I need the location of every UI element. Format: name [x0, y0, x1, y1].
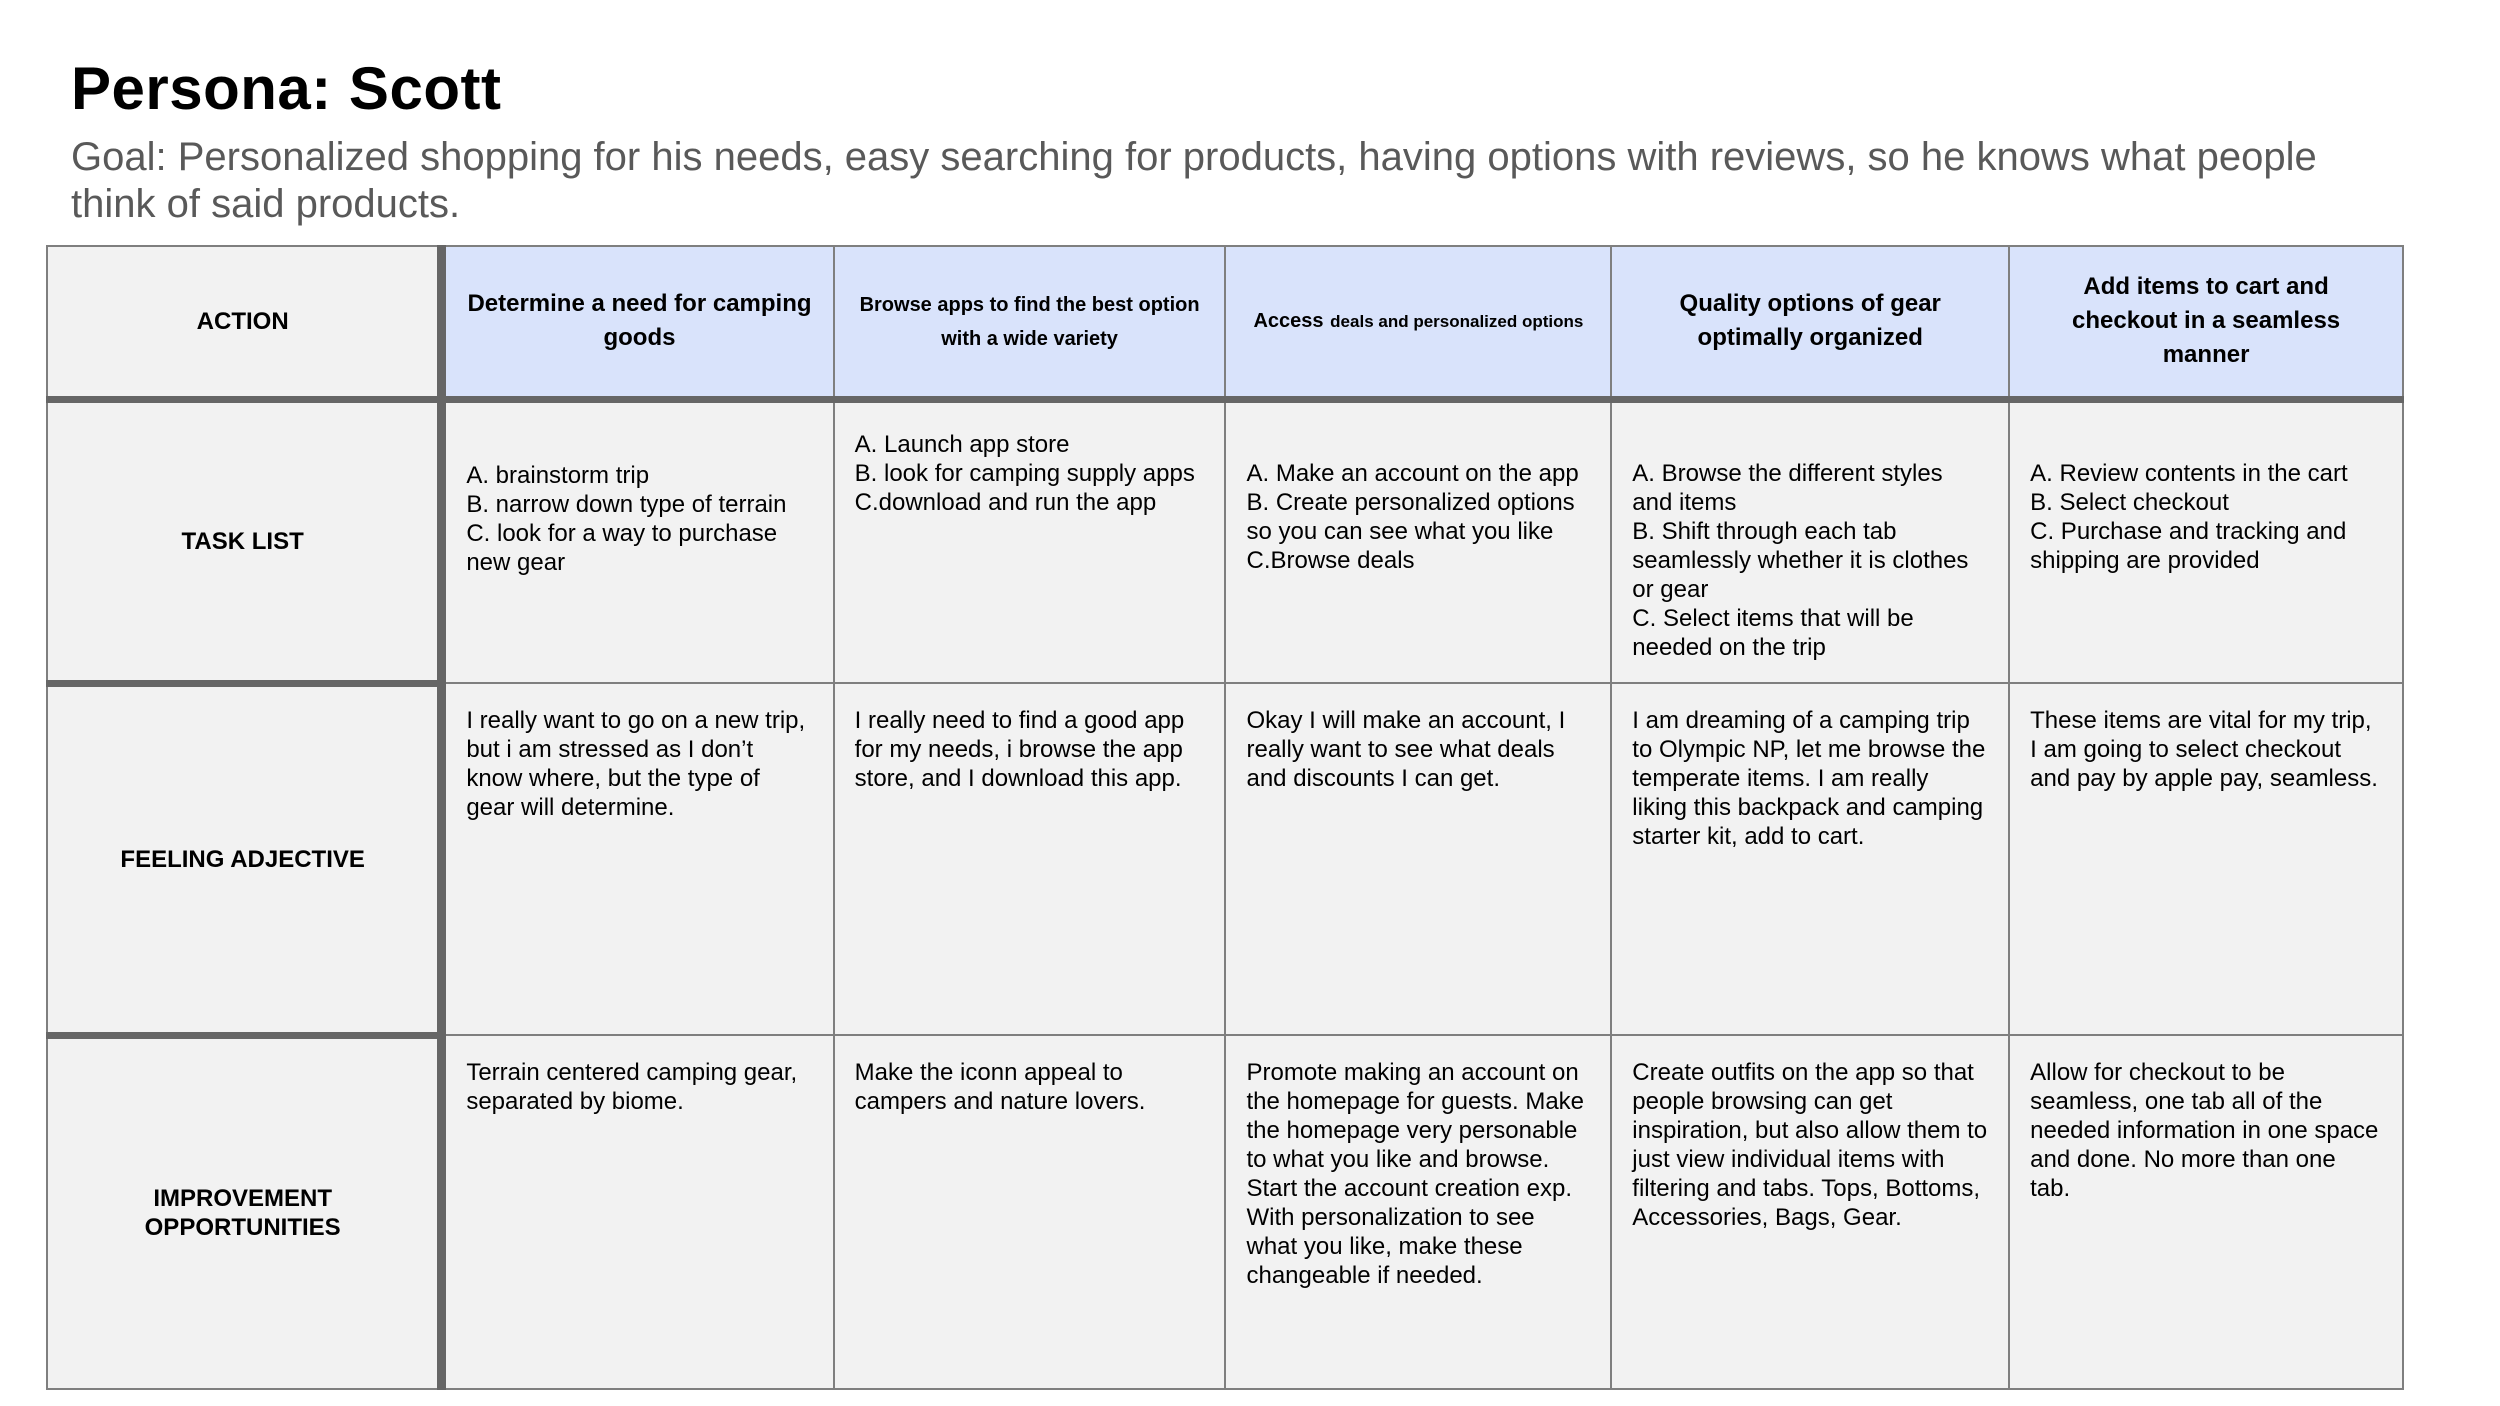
stage-header-label: Quality options of gear optimally organized: [1679, 290, 1941, 352]
feeling-cell-5: [2009, 683, 2403, 1035]
feeling-text: I really want to go on a new trip, but i am stressed as I don’t know where, but the type of gear will determine.: [466, 707, 806, 821]
stage-header-label-main: Access: [1253, 310, 1324, 333]
page-title: Persona: Scott: [71, 55, 502, 122]
task-text: A. brainstorm trip B. narrow down type of terrain C. look for a way to purchase new gear: [466, 461, 787, 576]
improvement-cell-3: [1225, 1035, 1611, 1389]
row-header-improvement: [47, 1035, 442, 1389]
stage-header-label-rest: deals and personalized options: [1330, 312, 1584, 332]
feeling-cell-3: [1225, 683, 1611, 1035]
task-text: A. Browse the different styles and items B. Shift through each tab seamlessly whether it is clothes or gear C. Select items that will be needed on the trip: [1632, 459, 1969, 661]
task-text: A. Make an account on the app B. Create personalized options so you can see what you like C.Browse deals: [1246, 459, 1579, 574]
action-row: [47, 246, 2403, 399]
task-text: A. Launch app store B. look for camping supply apps C.download and run the app: [854, 430, 1195, 516]
row-header-feeling: [47, 683, 442, 1035]
task-list-row: [47, 399, 2403, 683]
improvement-cell-2: [834, 1035, 1226, 1389]
feeling-text: These items are vital for my trip, I am going to select checkout and pay by apple pay, seamless.: [2030, 707, 2378, 792]
stage-header-2: [834, 246, 1226, 399]
improvement-text: Make the iconn appeal to campers and nature lovers.: [854, 1059, 1146, 1115]
stage-header-1: [442, 246, 834, 399]
feeling-row: [47, 683, 2403, 1035]
stage-header-4: [1611, 246, 2009, 399]
stage-header-5: [2009, 246, 2403, 399]
improvement-text: Terrain centered camping gear, separated by biome.: [466, 1059, 798, 1115]
persona-goal: Goal: Personalized shopping for his needs, easy searching for products, having options with reviews, so he knows what people think of said products.: [71, 135, 2317, 226]
task-cell-2: [834, 399, 1226, 683]
stage-header-label: Browse apps to find the best option with a wide variety: [859, 294, 1200, 351]
improvement-cell-1: [442, 1035, 834, 1389]
stage-header-label: Add items to cart and checkout in a seamless manner: [2072, 273, 2341, 369]
feeling-text: I am dreaming of a camping trip to Olympic NP, let me browse the temperate items. I am really liking this backpack and camping starter kit, add to cart.: [1632, 707, 1986, 850]
feeling-cell-4: [1611, 683, 2009, 1035]
feeling-text: I really need to find a good app for my needs, i browse the app store, and I download this app.: [854, 707, 1185, 792]
feeling-cell-1: [442, 683, 834, 1035]
journey-map-table: [46, 245, 2404, 1390]
row-header-label: ACTION: [196, 307, 289, 335]
stage-header-3: [1225, 246, 1611, 399]
row-header-label: FEELING ADJECTIVE: [120, 845, 365, 873]
feeling-cell-2: [834, 683, 1226, 1035]
task-cell-5: [2009, 399, 2403, 683]
row-header-label: TASK LIST: [181, 527, 304, 555]
improvement-text: Allow for checkout to be seamless, one tab all of the needed information in one space and done. No more than one tab.: [2030, 1059, 2379, 1202]
improvement-row: [47, 1035, 2403, 1389]
row-header-label: IMPROVEMENT OPPORTUNITIES: [144, 1185, 341, 1242]
task-cell-4: [1611, 399, 2009, 683]
task-text: A. Review contents in the cart B. Select checkout C. Purchase and tracking and shipping are provided: [2030, 459, 2348, 574]
row-header-task-list: [47, 399, 442, 683]
task-cell-1: [442, 399, 834, 683]
feeling-text: Okay I will make an account, I really want to see what deals and discounts I can get.: [1246, 707, 1566, 792]
improvement-cell-4: [1611, 1035, 2009, 1389]
row-header-action: [47, 246, 442, 399]
stage-header-label: Determine a need for camping goods: [467, 290, 812, 352]
improvement-text: Create outfits on the app so that people browsing can get inspiration, but also allow them to just view individual items with filtering and tabs. Tops, Bottoms, Accessories, Bags, Gear.: [1632, 1059, 1988, 1231]
task-cell-3: [1225, 399, 1611, 683]
improvement-text: Promote making an account on the homepage for guests. Make the homepage very personable to what you like and browse. Start the account creation exp. With personalization to see what you like, make these changeable if needed.: [1246, 1059, 1585, 1289]
improvement-cell-5: [2009, 1035, 2403, 1389]
